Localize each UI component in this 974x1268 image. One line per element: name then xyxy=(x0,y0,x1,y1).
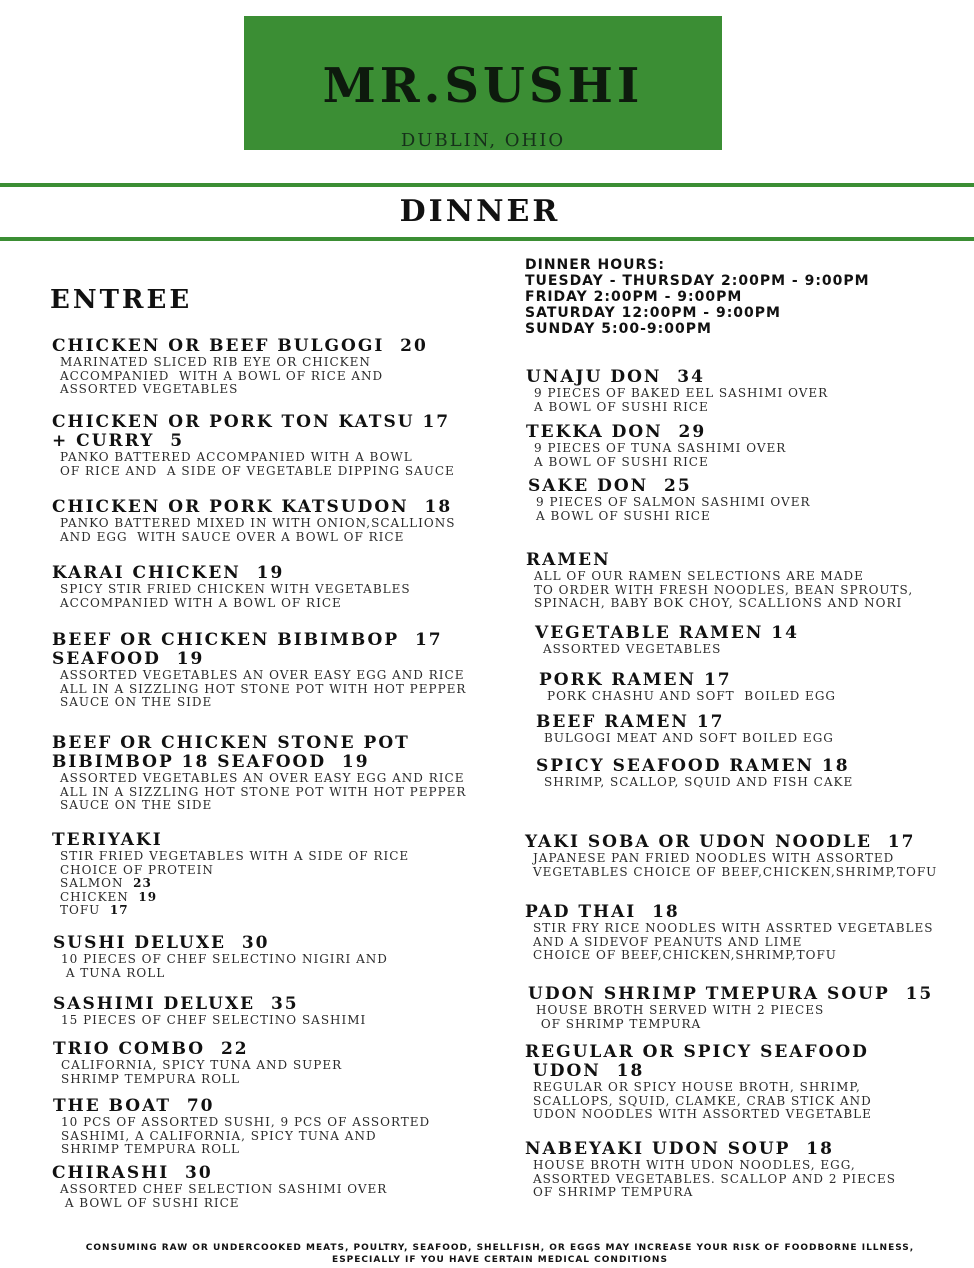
menu-item-description: A TUNA ROLL xyxy=(61,965,166,980)
menu-item-description: 9 PIECES OF BAKED EEL SASHIMI OVER xyxy=(534,386,829,400)
menu-item-name: CHICKEN OR BEEF BULGOGI 20 xyxy=(52,336,428,356)
menu-item-description: A BOWL OF SUSHI RICE xyxy=(536,508,711,523)
bottom-divider xyxy=(0,237,974,241)
menu-item-description: TO ORDER WITH FRESH NOODLES, BEAN SPROUTS, xyxy=(534,582,914,597)
menu-item xyxy=(53,934,483,980)
protein-label: TOFU xyxy=(60,903,110,917)
top-divider xyxy=(0,183,974,187)
menu-item-name: SEAFOOD 19 xyxy=(52,649,205,669)
menu-item-description: CALIFORNIA, SPICY TUNA AND SUPER xyxy=(61,1058,343,1072)
menu-item-description: OF SHRIMP TEMPURA xyxy=(533,1185,694,1199)
menu-item-description: ASSORTED CHEF SELECTION SASHIMI OVER xyxy=(60,1182,388,1196)
menu-item-description: STIR FRIED VEGETABLES WITH A SIDE OF RICE xyxy=(60,849,410,863)
menu-item xyxy=(536,713,966,746)
menu-item-description: SAUCE ON THE SIDE xyxy=(60,695,213,709)
menu-item xyxy=(52,564,482,610)
hours-title: DINNER HOURS: xyxy=(525,257,665,273)
menu-item-name: VEGETABLE RAMEN 14 xyxy=(535,623,799,643)
menu-item-description: SAUCE ON THE SIDE xyxy=(60,798,213,812)
protein-label: SALMON xyxy=(60,876,134,890)
menu-item-name: BEEF OR CHICKEN BIBIMBOP 17 xyxy=(52,630,443,650)
menu-item-description: CHOICE OF PROTEIN xyxy=(60,862,214,877)
menu-item-name: CHICKEN OR PORK TON KATSU 17 xyxy=(52,412,451,432)
menu-item-name: REGULAR OR SPICY SEAFOOD xyxy=(525,1042,869,1062)
menu-item-description: AND EGG WITH SAUCE OVER A BOWL OF RICE xyxy=(60,529,405,544)
menu-item xyxy=(52,413,482,478)
menu-item-description: 15 PIECES OF CHEF SELECTINO SASHIMI xyxy=(61,1013,367,1027)
menu-item-description: 9 PIECES OF SALMON SASHIMI OVER xyxy=(536,495,811,509)
menu-item-description: A BOWL OF SUSHI RICE xyxy=(534,454,709,469)
restaurant-name: MR.SUSHI xyxy=(322,58,644,114)
protein-price: 23 xyxy=(133,876,152,890)
menu-item-name: CHICKEN OR PORK KATSUDON 18 xyxy=(52,497,453,517)
protein-price-row xyxy=(60,891,482,905)
menu-item xyxy=(52,631,482,710)
notice-line: CONSUMING RAW OR UNDERCOOKED MEATS, POULTRY, SEAFOOD, SHELLFISH, OR EGGS MAY INCREASE YOUR RISK OF FOODBORNE ILLNESS, xyxy=(85,1243,915,1253)
menu-item-name: + CURRY 5 xyxy=(52,431,185,451)
menu-item xyxy=(52,831,482,918)
menu-item-description: SHRIMP TEMPURA ROLL xyxy=(61,1071,240,1086)
menu-item-description: SHRIMP TEMPURA ROLL xyxy=(61,1142,240,1156)
menu-item-description: 9 PIECES OF TUNA SASHIMI OVER xyxy=(534,441,787,455)
menu-item-description: PORK CHASHU AND SOFT BOILED EGG xyxy=(547,689,836,703)
menu-item-name: KARAI CHICKEN 19 xyxy=(52,563,285,583)
menu-item xyxy=(535,624,965,657)
menu-item-description: HOUSE BROTH WITH UDON NOODLES, EGG, xyxy=(533,1158,856,1172)
menu-item xyxy=(528,985,958,1031)
menu-item-description: ALL OF OUR RAMEN SELECTIONS ARE MADE xyxy=(534,569,864,583)
menu-item-description: OF RICE AND A SIDE OF VEGETABLE DIPPING SAUCE xyxy=(60,463,455,478)
menu-item-description: ASSORTED VEGETABLES AN OVER EASY EGG AND RICE xyxy=(60,668,465,682)
menu-item-description: ASSORTED VEGETABLES xyxy=(543,642,722,656)
menu-item-description: PANKO BATTERED MIXED IN WITH ONION,SCALLIONS xyxy=(60,516,456,530)
menu-item-description: JAPANESE PAN FRIED NOODLES WITH ASSORTED xyxy=(533,851,895,865)
menu-item xyxy=(528,477,958,523)
protein-price-row xyxy=(60,904,482,918)
menu-item-name: UNAJU DON 34 xyxy=(526,367,705,387)
menu-item xyxy=(525,833,955,879)
menu-item xyxy=(525,903,955,963)
menu-item xyxy=(52,337,482,397)
menu-item-name: BEEF OR CHICKEN STONE POT xyxy=(52,733,410,753)
menu-item-description: MARINATED SLICED RIB EYE OR CHICKEN xyxy=(60,355,371,369)
menu-item xyxy=(536,757,966,790)
menu-item-description: PANKO BATTERED ACCOMPANIED WITH A BOWL xyxy=(60,450,413,464)
menu-item-name: PAD THAI 18 xyxy=(525,902,680,922)
protein-label: CHICKEN xyxy=(60,889,139,904)
hours-line: TUESDAY - THURSDAY 2:00PM - 9:00PM xyxy=(525,273,870,289)
menu-item-description: AND A SIDEVOF PEANUTS AND LIME xyxy=(533,934,803,949)
menu-item xyxy=(52,734,482,813)
restaurant-location: DUBLIN, OHIO xyxy=(400,130,566,151)
menu-item-description: ALL IN A SIZZLING HOT STONE POT WITH HOT PEPPER xyxy=(60,681,467,696)
menu-item xyxy=(52,498,482,544)
menu-item-description: ASSORTED VEGETABLES. SCALLOP AND 2 PIECES xyxy=(533,1171,897,1186)
hours-line: SUNDAY 5:00-9:00PM xyxy=(525,321,712,337)
menu-item-description: BULGOGI MEAT AND SOFT BOILED EGG xyxy=(544,731,834,745)
menu-item-name: TEKKA DON 29 xyxy=(526,422,707,442)
menu-item-name: RAMEN xyxy=(526,550,611,570)
menu-item-description: ACCOMPANIED WITH A BOWL OF RICE AND xyxy=(60,368,384,383)
menu-item-description: 10 PCS OF ASSORTED SUSHI, 9 PCS OF ASSORTED xyxy=(61,1115,431,1129)
menu-item xyxy=(53,995,483,1028)
menu-item-name: SAKE DON 25 xyxy=(528,476,692,496)
menu-item-description: VEGETABLES CHOICE OF BEEF,CHICKEN,SHRIMP,TOFU xyxy=(533,864,938,879)
menu-item-name: UDON 18 xyxy=(525,1061,645,1081)
food-safety-notice xyxy=(0,1242,974,1266)
menu-item-description: OF SHRIMP TEMPURA xyxy=(536,1016,702,1031)
menu-item-name: BEEF RAMEN 17 xyxy=(536,712,725,732)
menu-item-description: ALL IN A SIZZLING HOT STONE POT WITH HOT PEPPER xyxy=(60,784,467,799)
menu-item xyxy=(539,671,969,704)
menu-item xyxy=(53,1097,483,1157)
menu-item xyxy=(526,551,956,611)
menu-item-description: ACCOMPANIED WITH A BOWL OF RICE xyxy=(60,595,342,610)
entree-heading: ENTREE xyxy=(50,285,193,315)
section-title: DINNER xyxy=(399,194,561,229)
menu-item-description: UDON NOODLES WITH ASSORTED VEGETABLE xyxy=(533,1107,872,1121)
menu-item-name: TRIO COMBO 22 xyxy=(53,1039,249,1059)
menu-item-description: ASSORTED VEGETABLES xyxy=(60,382,239,396)
menu-item xyxy=(525,1140,955,1200)
menu-item-name: YAKI SOBA OR UDON NOODLE 17 xyxy=(525,832,916,852)
menu-item-name: UDON SHRIMP TMEPURA SOUP 15 xyxy=(528,984,934,1004)
protein-price: 19 xyxy=(138,889,158,904)
menu-item-description: SASHIMI, A CALIFORNIA, SPICY TUNA AND xyxy=(61,1128,377,1143)
menu-item xyxy=(526,368,956,414)
menu-item-description: SCALLOPS, SQUID, CLAMKE, CRAB STICK AND xyxy=(533,1093,872,1108)
hours-line: SATURDAY 12:00PM - 9:00PM xyxy=(525,305,781,321)
hours-line: FRIDAY 2:00PM - 9:00PM xyxy=(525,289,743,305)
brand-banner xyxy=(244,16,722,150)
menu-item-name: SASHIMI DELUXE 35 xyxy=(53,994,299,1014)
menu-item-description: STIR FRY RICE NOODLES WITH ASSRTED VEGETABLES xyxy=(533,921,934,935)
protein-price-row xyxy=(60,877,482,891)
protein-price: 17 xyxy=(109,903,129,917)
menu-item-description: SPINACH, BABY BOK CHOY, SCALLIONS AND NORI xyxy=(534,596,903,610)
menu-item-description: A BOWL OF SUSHI RICE xyxy=(534,399,709,414)
menu-item-name: PORK RAMEN 17 xyxy=(539,670,732,690)
menu-item xyxy=(52,1164,482,1210)
menu-item-description: ASSORTED VEGETABLES AN OVER EASY EGG AND RICE xyxy=(60,771,465,785)
notice-line: ESPECIALLY IF YOU HAVE CERTAIN MEDICAL CONDITIONS xyxy=(332,1255,668,1265)
menu-item-description: SPICY STIR FRIED CHICKEN WITH VEGETABLES xyxy=(60,582,411,596)
menu-item xyxy=(53,1040,483,1086)
menu-item-description: HOUSE BROTH SERVED WITH 2 PIECES xyxy=(536,1003,825,1017)
menu-item-description: SHRIMP, SCALLOP, SQUID AND FISH CAKE xyxy=(544,775,854,789)
menu-item xyxy=(526,423,956,469)
menu-item-name: SPICY SEAFOOD RAMEN 18 xyxy=(536,756,850,776)
menu-item-description: CHOICE OF BEEF,CHICKEN,SHRIMP,TOFU xyxy=(533,948,837,962)
menu-item-name: BIBIMBOP 18 SEAFOOD 19 xyxy=(52,752,370,772)
menu-item-description: REGULAR OR SPICY HOUSE BROTH, SHRIMP, xyxy=(533,1080,861,1094)
menu-item-name: THE BOAT 70 xyxy=(53,1096,215,1116)
menu-item-name: NABEYAKI UDON SOUP 18 xyxy=(525,1139,834,1159)
menu-item-description: 10 PIECES OF CHEF SELECTINO NIGIRI AND xyxy=(61,952,388,966)
menu-item xyxy=(525,1043,955,1122)
menu-item-description: A BOWL OF SUSHI RICE xyxy=(60,1195,240,1210)
menu-item-name: CHIRASHI 30 xyxy=(52,1163,213,1183)
dinner-hours xyxy=(525,257,870,337)
menu-item-name: SUSHI DELUXE 30 xyxy=(53,933,270,953)
menu-item-name: TERIYAKI xyxy=(52,830,163,850)
